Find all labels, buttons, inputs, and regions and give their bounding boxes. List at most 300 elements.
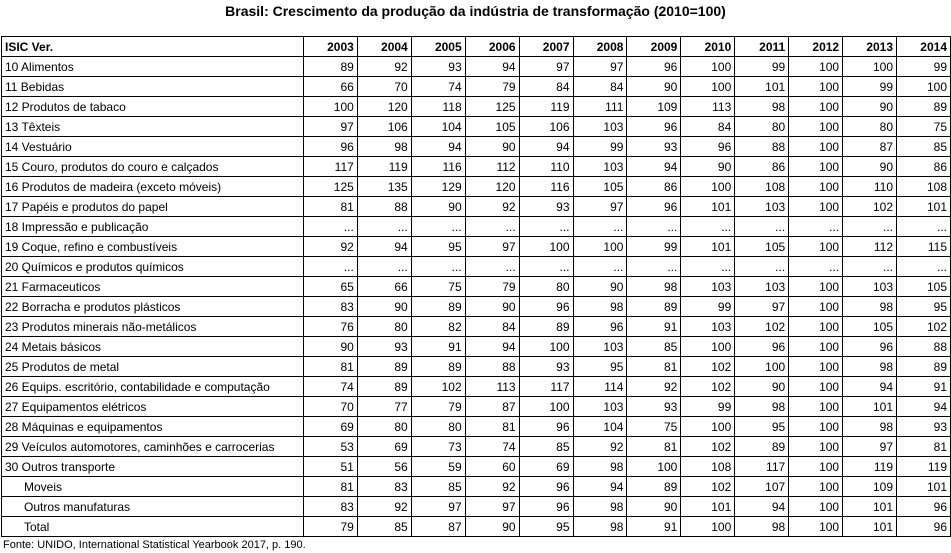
table-cell: 100: [519, 397, 573, 417]
table-cell: 91: [627, 517, 681, 537]
table-cell: 102: [735, 317, 789, 337]
table-cell: 120: [465, 177, 519, 197]
table-cell: 84: [519, 77, 573, 97]
table-cell: 81: [303, 357, 357, 377]
table-cell: 104: [573, 417, 627, 437]
table-row: [2, 497, 951, 517]
table-cell: 98: [627, 277, 681, 297]
table-cell: 94: [465, 57, 519, 77]
table-row: [2, 117, 951, 137]
row-label: 15 Couro, produtos do couro e calçados: [2, 157, 304, 177]
table-cell: 90: [681, 157, 735, 177]
table-row: [2, 517, 951, 537]
table-cell: 104: [411, 117, 465, 137]
table-cell: 95: [519, 517, 573, 537]
column-header-year: 2013: [843, 37, 897, 57]
table-cell: 112: [465, 157, 519, 177]
table-cell: 94: [573, 477, 627, 497]
table-row: [2, 97, 951, 117]
table-cell: 115: [897, 237, 951, 257]
table-cell: ...: [627, 257, 681, 277]
table-cell: 102: [843, 197, 897, 217]
table-cell: 97: [303, 117, 357, 137]
table-cell: 117: [519, 377, 573, 397]
header-row: [2, 37, 951, 57]
table-cell: 100: [681, 517, 735, 537]
table-cell: 94: [519, 137, 573, 157]
table-cell: 113: [681, 97, 735, 117]
table-cell: ...: [789, 257, 843, 277]
table-cell: ...: [465, 257, 519, 277]
table-cell: 101: [843, 517, 897, 537]
table-cell: 89: [357, 357, 411, 377]
table-cell: 75: [411, 277, 465, 297]
table-cell: 96: [573, 317, 627, 337]
table-row: [2, 177, 951, 197]
table-cell: ...: [519, 217, 573, 237]
table-cell: 98: [735, 97, 789, 117]
table-body: [2, 57, 951, 537]
table-cell: 94: [843, 377, 897, 397]
table-cell: ...: [465, 217, 519, 237]
table-cell: 93: [519, 357, 573, 377]
row-label: Total: [2, 517, 304, 537]
table-cell: 103: [573, 397, 627, 417]
table-cell: ...: [843, 257, 897, 277]
table-cell: 105: [735, 237, 789, 257]
table-cell: 97: [465, 237, 519, 257]
table-cell: 83: [357, 477, 411, 497]
table-cell: 95: [573, 357, 627, 377]
table-row: [2, 277, 951, 297]
table-cell: 97: [573, 197, 627, 217]
table-cell: 77: [357, 397, 411, 417]
column-header-year: 2004: [357, 37, 411, 57]
table-row: [2, 257, 951, 277]
table-cell: 106: [519, 117, 573, 137]
table-cell: 89: [897, 97, 951, 117]
table-cell: 96: [627, 197, 681, 217]
table-cell: 102: [681, 377, 735, 397]
table-cell: 100: [843, 57, 897, 77]
row-label: 30 Outros transporte: [2, 457, 304, 477]
table-row: [2, 357, 951, 377]
table-cell: 92: [357, 497, 411, 517]
table-cell: 79: [465, 77, 519, 97]
production-table: [1, 36, 951, 537]
row-label: 16 Produtos de madeira (exceto móveis): [2, 177, 304, 197]
table-cell: 98: [843, 417, 897, 437]
table-cell: 90: [411, 197, 465, 217]
table-row: [2, 437, 951, 457]
table-cell: 84: [465, 317, 519, 337]
table-cell: 94: [357, 237, 411, 257]
table-cell: 116: [411, 157, 465, 177]
table-cell: 97: [735, 297, 789, 317]
table-cell: ...: [789, 217, 843, 237]
table-row: [2, 317, 951, 337]
table-cell: 86: [735, 157, 789, 177]
table-cell: 111: [573, 97, 627, 117]
table-row: [2, 197, 951, 217]
table-cell: ...: [573, 217, 627, 237]
table-cell: 102: [411, 377, 465, 397]
table-cell: 98: [735, 517, 789, 537]
table-cell: 97: [573, 57, 627, 77]
row-label: 23 Produtos minerais não-metálicos: [2, 317, 304, 337]
table-cell: 101: [681, 497, 735, 517]
table-cell: 88: [357, 197, 411, 217]
table-cell: 79: [303, 517, 357, 537]
table-cell: 53: [303, 437, 357, 457]
table-cell: 98: [573, 517, 627, 537]
table-cell: 99: [735, 57, 789, 77]
table-cell: 96: [303, 137, 357, 157]
table-cell: 97: [519, 57, 573, 77]
table-cell: 70: [357, 77, 411, 97]
table-cell: 73: [411, 437, 465, 457]
table-cell: 99: [897, 57, 951, 77]
table-cell: 101: [843, 397, 897, 417]
row-label: 22 Borracha e produtos plásticos: [2, 297, 304, 317]
table-row: [2, 397, 951, 417]
table-cell: 81: [627, 437, 681, 457]
table-cell: 102: [681, 477, 735, 497]
table-cell: 100: [681, 417, 735, 437]
row-label: 29 Veículos automotores, caminhões e carrocerias: [2, 437, 304, 457]
row-label: 21 Farmaceuticos: [2, 277, 304, 297]
row-label: 18 Impressão e publicação: [2, 217, 304, 237]
column-header-year: 2009: [627, 37, 681, 57]
table-cell: 86: [627, 177, 681, 197]
table-row: [2, 157, 951, 177]
table-cell: 80: [519, 277, 573, 297]
table-cell: 116: [519, 177, 573, 197]
table-cell: 89: [411, 357, 465, 377]
table-cell: 65: [303, 277, 357, 297]
table-cell: 97: [411, 497, 465, 517]
row-label: 26 Equips. escritório, contabilidade e computação: [2, 377, 304, 397]
table-cell: 100: [789, 297, 843, 317]
table-cell: 96: [843, 337, 897, 357]
table-cell: 96: [735, 337, 789, 357]
table-cell: 66: [303, 77, 357, 97]
row-label: 19 Coque, refino e combustíveis: [2, 237, 304, 257]
table-cell: 81: [897, 437, 951, 457]
table-cell: 80: [843, 117, 897, 137]
table-cell: 98: [843, 297, 897, 317]
table-cell: ...: [735, 217, 789, 237]
table-cell: 92: [303, 237, 357, 257]
table-row: [2, 297, 951, 317]
table-cell: 100: [735, 357, 789, 377]
table-cell: 82: [411, 317, 465, 337]
table-cell: 101: [681, 237, 735, 257]
row-label: 24 Metais básicos: [2, 337, 304, 357]
table-cell: 85: [627, 337, 681, 357]
table-cell: 100: [519, 337, 573, 357]
column-header-year: 2011: [735, 37, 789, 57]
table-cell: 84: [573, 77, 627, 97]
source-note: Fonte: UNIDO, International Statistical Yearbook 2017, p. 190.: [3, 539, 306, 551]
column-header-year: 2006: [465, 37, 519, 57]
table-cell: 100: [789, 337, 843, 357]
table-cell: 89: [627, 477, 681, 497]
table-cell: 100: [789, 117, 843, 137]
table-cell: 91: [627, 317, 681, 337]
table-cell: 81: [303, 197, 357, 217]
table-cell: 80: [735, 117, 789, 137]
table-cell: 85: [897, 137, 951, 157]
table-cell: 81: [627, 357, 681, 377]
table-cell: 108: [681, 457, 735, 477]
table-cell: 100: [789, 357, 843, 377]
table-cell: ...: [681, 217, 735, 237]
table-cell: ...: [303, 257, 357, 277]
table-cell: ...: [519, 257, 573, 277]
table-cell: 74: [411, 77, 465, 97]
table-cell: 105: [897, 277, 951, 297]
table-cell: 90: [357, 297, 411, 317]
row-label: 12 Produtos de tabaco: [2, 97, 304, 117]
table-cell: 100: [789, 157, 843, 177]
table-cell: 83: [303, 297, 357, 317]
table-cell: 70: [303, 397, 357, 417]
table-cell: 92: [465, 477, 519, 497]
table-cell: 79: [411, 397, 465, 417]
table-cell: 94: [735, 497, 789, 517]
table-cell: 93: [411, 57, 465, 77]
table-cell: 100: [789, 377, 843, 397]
table-cell: ...: [411, 217, 465, 237]
table-cell: 98: [843, 357, 897, 377]
table-cell: 87: [465, 397, 519, 417]
table-cell: 92: [357, 57, 411, 77]
table-cell: 95: [735, 417, 789, 437]
table-cell: 103: [573, 337, 627, 357]
table-cell: 103: [573, 117, 627, 137]
table-cell: 100: [789, 497, 843, 517]
table-cell: 100: [681, 57, 735, 77]
table-cell: ...: [357, 257, 411, 277]
table-cell: 97: [465, 497, 519, 517]
column-header-isic: ISIC Ver.: [2, 37, 304, 57]
table-cell: 69: [303, 417, 357, 437]
table-row: [2, 57, 951, 77]
column-header-year: 2008: [573, 37, 627, 57]
table-cell: 105: [573, 177, 627, 197]
table-cell: 96: [519, 497, 573, 517]
row-label: 17 Papéis e produtos do papel: [2, 197, 304, 217]
table-cell: 60: [465, 457, 519, 477]
table-cell: 92: [573, 437, 627, 457]
table-cell: 75: [627, 417, 681, 437]
table-cell: 99: [843, 77, 897, 97]
table-cell: 86: [897, 157, 951, 177]
table-cell: 117: [303, 157, 357, 177]
table-cell: 88: [897, 337, 951, 357]
table-cell: 96: [627, 57, 681, 77]
row-label: 10 Alimentos: [2, 57, 304, 77]
table-cell: 98: [735, 397, 789, 417]
row-label: 25 Produtos de metal: [2, 357, 304, 377]
table-cell: 100: [789, 137, 843, 157]
table-cell: 96: [519, 417, 573, 437]
table-cell: 93: [627, 137, 681, 157]
table-cell: 51: [303, 457, 357, 477]
table-cell: 84: [681, 117, 735, 137]
table-cell: 93: [627, 397, 681, 417]
table-cell: 100: [627, 457, 681, 477]
table-cell: 101: [897, 477, 951, 497]
table-cell: 95: [897, 297, 951, 317]
table-cell: 87: [843, 137, 897, 157]
table-cell: 85: [411, 477, 465, 497]
table-cell: 80: [357, 417, 411, 437]
table-cell: 87: [411, 517, 465, 537]
table-cell: 93: [519, 197, 573, 217]
table-cell: 93: [357, 337, 411, 357]
table-cell: 69: [357, 437, 411, 457]
table-cell: 74: [303, 377, 357, 397]
table-cell: 129: [411, 177, 465, 197]
table-cell: 90: [627, 77, 681, 97]
table-cell: 99: [627, 237, 681, 257]
table-cell: 100: [789, 457, 843, 477]
table-cell: 125: [303, 177, 357, 197]
table-cell: 98: [573, 497, 627, 517]
row-label: 11 Bebidas: [2, 77, 304, 97]
column-header-year: 2010: [681, 37, 735, 57]
table-cell: 103: [735, 197, 789, 217]
table-cell: 97: [843, 437, 897, 457]
table-cell: 99: [681, 397, 735, 417]
table-cell: 100: [789, 77, 843, 97]
table-cell: ...: [735, 257, 789, 277]
table-row: [2, 457, 951, 477]
table-cell: 103: [681, 317, 735, 337]
table-cell: ...: [573, 257, 627, 277]
table-row: [2, 217, 951, 237]
column-header-year: 2005: [411, 37, 465, 57]
table-cell: 103: [843, 277, 897, 297]
table-cell: 98: [357, 137, 411, 157]
table-cell: 90: [465, 137, 519, 157]
table-cell: 109: [627, 97, 681, 117]
table-cell: 92: [627, 377, 681, 397]
table-cell: 100: [789, 397, 843, 417]
table-cell: 108: [735, 177, 789, 197]
table-cell: 90: [843, 97, 897, 117]
table-cell: 100: [789, 437, 843, 457]
table-cell: 118: [411, 97, 465, 117]
table-cell: 100: [789, 277, 843, 297]
table-cell: 102: [681, 437, 735, 457]
table-cell: 100: [681, 177, 735, 197]
table-row: [2, 77, 951, 97]
column-header-year: 2014: [897, 37, 951, 57]
table-cell: 90: [627, 497, 681, 517]
table-cell: 96: [681, 137, 735, 157]
table-cell: 88: [465, 357, 519, 377]
page-title: Brasil: Crescimento da produção da indústria de transformação (2010=100): [225, 3, 726, 19]
row-label: 20 Químicos e produtos químicos: [2, 257, 304, 277]
table-cell: 109: [843, 477, 897, 497]
table-cell: 83: [303, 497, 357, 517]
table-cell: 96: [627, 117, 681, 137]
row-label: Moveis: [2, 477, 304, 497]
column-header-year: 2012: [789, 37, 843, 57]
table-cell: 114: [573, 377, 627, 397]
table-row: [2, 477, 951, 497]
table-cell: 100: [897, 77, 951, 97]
table-row: [2, 137, 951, 157]
table-cell: 103: [573, 157, 627, 177]
table-cell: 95: [411, 237, 465, 257]
row-label: 13 Têxteis: [2, 117, 304, 137]
table-cell: 81: [303, 477, 357, 497]
table-cell: 119: [897, 457, 951, 477]
table-cell: 91: [411, 337, 465, 357]
table-cell: 89: [357, 377, 411, 397]
row-label: 14 Vestuário: [2, 137, 304, 157]
column-header-year: 2007: [519, 37, 573, 57]
table-cell: 100: [789, 237, 843, 257]
table-cell: 90: [735, 377, 789, 397]
table-cell: 90: [843, 157, 897, 177]
table-cell: 90: [303, 337, 357, 357]
table-cell: 100: [789, 57, 843, 77]
table-cell: 81: [465, 417, 519, 437]
table-cell: 89: [627, 297, 681, 317]
table-cell: ...: [897, 257, 951, 277]
table-cell: 119: [843, 457, 897, 477]
table-cell: 101: [843, 497, 897, 517]
table-cell: 90: [573, 277, 627, 297]
table-cell: 89: [735, 437, 789, 457]
table-cell: 106: [357, 117, 411, 137]
table-cell: 102: [681, 357, 735, 377]
table-cell: 79: [465, 277, 519, 297]
column-header-year: 2003: [303, 37, 357, 57]
table-cell: 89: [303, 57, 357, 77]
table-cell: ...: [897, 217, 951, 237]
table-cell: 80: [411, 417, 465, 437]
table-cell: 101: [897, 197, 951, 217]
table-cell: 89: [519, 317, 573, 337]
table-cell: 125: [465, 97, 519, 117]
table-cell: 100: [789, 197, 843, 217]
table-cell: 96: [519, 297, 573, 317]
table-cell: 90: [465, 517, 519, 537]
table-cell: ...: [681, 257, 735, 277]
table-row: [2, 377, 951, 397]
table-cell: ...: [411, 257, 465, 277]
table-cell: 100: [303, 97, 357, 117]
table-cell: 94: [627, 157, 681, 177]
table-cell: 98: [573, 457, 627, 477]
table-row: [2, 337, 951, 357]
table-cell: 75: [897, 117, 951, 137]
table-cell: 107: [735, 477, 789, 497]
table-cell: 96: [897, 497, 951, 517]
table-cell: 100: [789, 477, 843, 497]
table-cell: 105: [843, 317, 897, 337]
table-cell: 93: [897, 417, 951, 437]
table-cell: 99: [681, 297, 735, 317]
table-cell: 56: [357, 457, 411, 477]
table-cell: 100: [789, 517, 843, 537]
